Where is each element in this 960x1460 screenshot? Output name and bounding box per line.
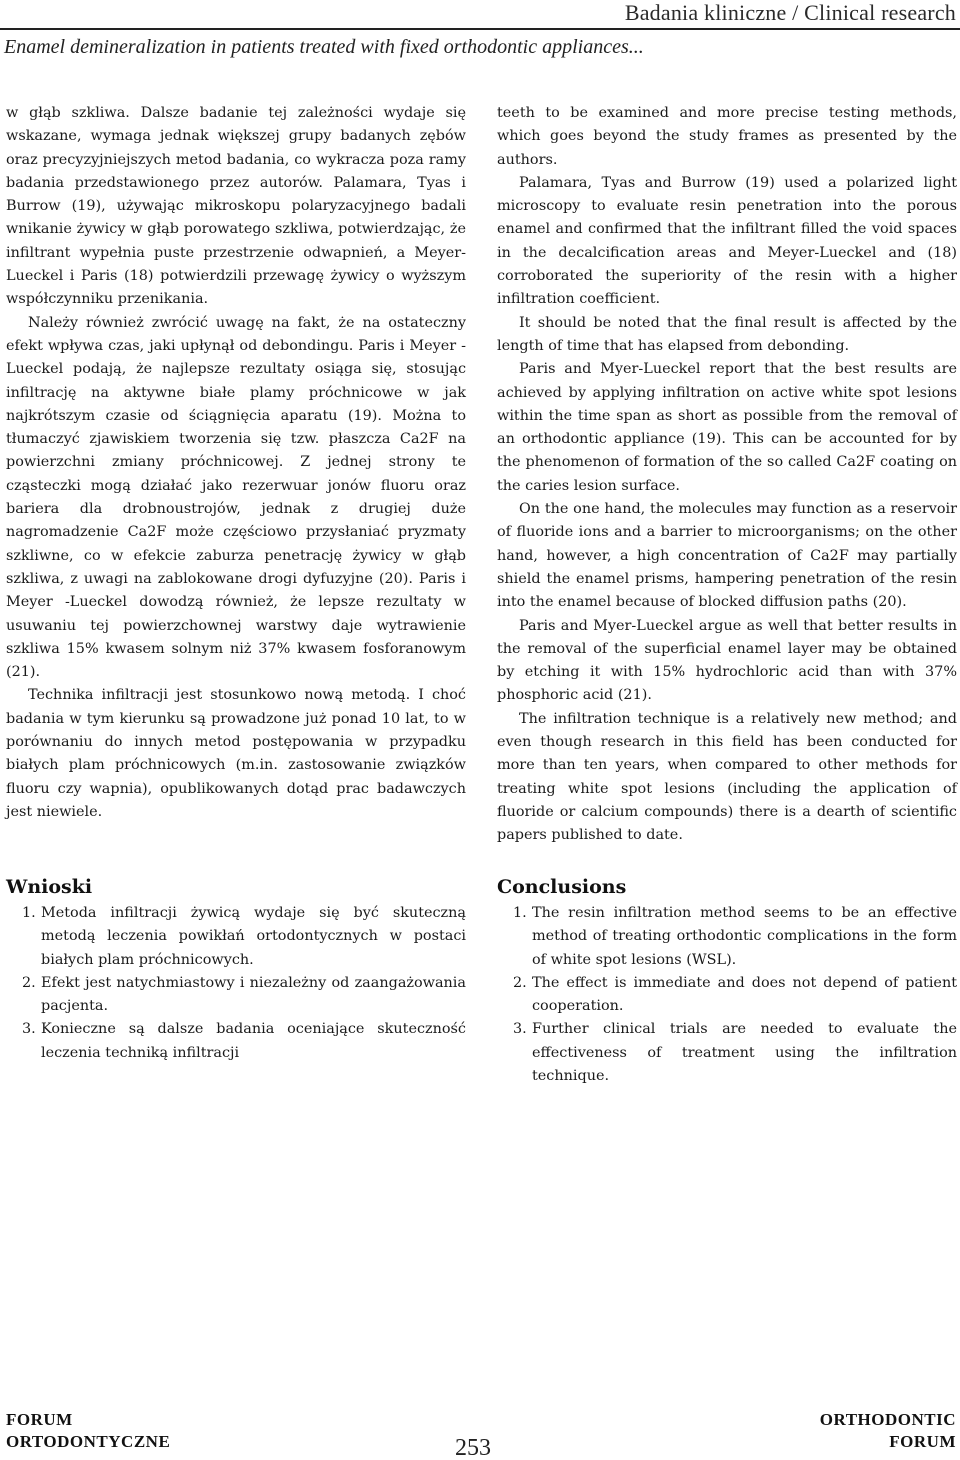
list-item	[6, 1018, 466, 1065]
paragraph: Palamara, Tyas and Burrow (19) used a polarized light microscopy to evaluate resin penetration into the porous enamel and confirmed that the infiltrant filled the void spaces in the decalcification areas and Meyer-Lueckel and (18) corroborated the superiority of the resin with a higher infiltration coefficient.	[497, 174, 957, 308]
conclusions-heading-en: Conclusions	[497, 876, 627, 898]
english-text-column	[497, 102, 957, 848]
conclusions-list-pl	[6, 902, 466, 1065]
journal-name-line: ORTODONTYCZNE	[6, 1432, 171, 1451]
paragraph: Należy również zwrócić uwagę na fakt, że na ostateczny efekt wpływa czas, jaki upłynął od debondingu. Paris i Meyer -Lueckel podają, że najlepsze rezultaty osiąga się, stosując infiltrację na aktywne białe plamy próchnicowe w jak najkrótszym czasie od ściągnięcia aparatu (19). Można to tłumaczyć zjawiskiem tworzenia się tzw. płaszcza Ca2F na powierzchni zmiany próchnicowej. Z jednej strony te cząsteczki mogą działać jako rezerwuar jonów fluoru oraz bariera dla drobnoustrojów, jednak z drugiej duże nagromadzenie Ca2F może częściowo przysłaniać pryzmaty szkliwne, co w efekcie zaburza penetrację żywicy w głąb szkliwa, z uwagi na zablokowane drogi dyfuzyjne (20). Paris i Meyer -Lueckel dowodzą również, że lepsze rezultaty w usuwaniu tej powierzchownej warstwy daje wytrawienie szkliwa 15% kwasem solnym niż 37% kwasem fosforanowym (21).	[6, 314, 466, 681]
list-item-text: Metoda infiltracji żywicą wydaje się być skuteczną metodą leczenia powikłań ortodontycznych w postaci białych plam próchnicowych.	[41, 905, 466, 968]
journal-name-line: ORTHODONTIC	[819, 1410, 956, 1429]
running-title: Enamel demineralization in patients treated with fixed orthodontic appliances...	[4, 36, 644, 58]
polish-text-column	[6, 102, 466, 824]
list-item	[497, 1018, 957, 1088]
paragraph: Paris and Myer-Lueckel argue as well that better results in the removal of the superficial enamel layer may be obtained by etching it with 15% hydrochloric acid than with 37% phosphoric acid (21).	[497, 617, 957, 704]
journal-name-pl	[6, 1409, 170, 1453]
list-item	[497, 972, 957, 1019]
paragraph: Technika infiltracji jest stosunkowo nową metodą. I choć badania w tym kierunku są prowadzone już ponad 10 lat, to w porównaniu do innych metod postępowania w przypadku białych plam próchnicowych (m.in. zastosowanie związków fluoru czy wapnia), opublikowanych dotąd prac badawczych jest niewiele.	[6, 687, 466, 820]
list-item-text: Konieczne są dalsze badania oceniające skuteczność leczenia techniką infiltracji	[41, 1021, 466, 1061]
list-item	[6, 902, 466, 972]
header-divider	[0, 28, 960, 30]
list-item-text: The resin infiltration method seems to be an effective method of treating orthodontic complications in the form of white spot lesions (WSL).	[532, 905, 957, 968]
list-number: 2.	[22, 974, 36, 991]
list-number: 3.	[22, 1021, 36, 1038]
list-item	[6, 972, 466, 1019]
paragraph: w głąb szkliwa. Dalsze badanie tej zależności wydaje się wskazane, wymaga jednak większej grupy badanych zębów oraz precyzyjniejszych metod badania, co wykracza poza ramy badania przedstawionego przez autorów. Palamara, Tyas i Burrow (19), używając mikroskopu polaryzacyjnego badali wnikanie żywicy w głąb porowatego szkliwa, potwierdzając, że infiltrant wypełnia puste przestrzenie odwapnień, a Meyer-Lueckel i Paris (18) potwierdzili przewagę żywicy o wyższym współczynniku przenikania.	[6, 105, 466, 308]
paragraph: Paris and Myer-Lueckel report that the best results are achieved by applying infiltration on active white spot lesions within the time span as short as possible from the removal of an orthodontic appliance (19). This can be accounted for by the phenomenon of formation of the so called Ca2F coating on the caries lesion surface.	[497, 361, 957, 494]
list-item-text: Further clinical trials are needed to evaluate the effectiveness of treatment using the infiltration technique.	[532, 1021, 957, 1085]
list-number: 1.	[513, 905, 527, 921]
list-item	[497, 902, 957, 972]
journal-name-line: FORUM	[6, 1410, 73, 1429]
list-number: 1.	[22, 905, 36, 921]
paragraph: teeth to be examined and more precise testing methods, which goes beyond the study frames as presented by the authors.	[497, 105, 957, 168]
list-item-text: Efekt jest natychmiastowy i niezależny od zaangażowania pacjenta.	[41, 974, 466, 1015]
conclusions-list-en	[497, 902, 957, 1088]
list-item-text: The effect is immediate and does not depend of patient cooperation.	[532, 974, 957, 1015]
journal-name-en	[820, 1409, 956, 1453]
conclusions-heading-pl: Wnioski	[6, 876, 93, 898]
journal-name-line: FORUM	[889, 1432, 956, 1451]
list-number: 2.	[513, 974, 527, 991]
section-header: Badania kliniczne / Clinical research	[624, 0, 956, 25]
list-number: 3.	[513, 1021, 527, 1038]
paragraph: The infiltration technique is a relatively new method; and even though research in this field has been conducted for more than ten years, when compared to other methods for treating white spot lesions (including the application of fluoride or calcium compounds) there is a dearth of scientific papers published to date.	[497, 710, 957, 844]
paragraph: On the one hand, the molecules may function as a reservoir of fluoride ions and a barrier to microorganisms; on the other hand, however, a high concentration of Ca2F may partially shield the enamel prisms, hampering penetration of the resin into the enamel because of blocked diffusion paths (20).	[497, 501, 957, 611]
paragraph: It should be noted that the final result is affected by the length of time that has elapsed from debonding.	[497, 314, 957, 354]
page-number: 253	[455, 1435, 491, 1460]
